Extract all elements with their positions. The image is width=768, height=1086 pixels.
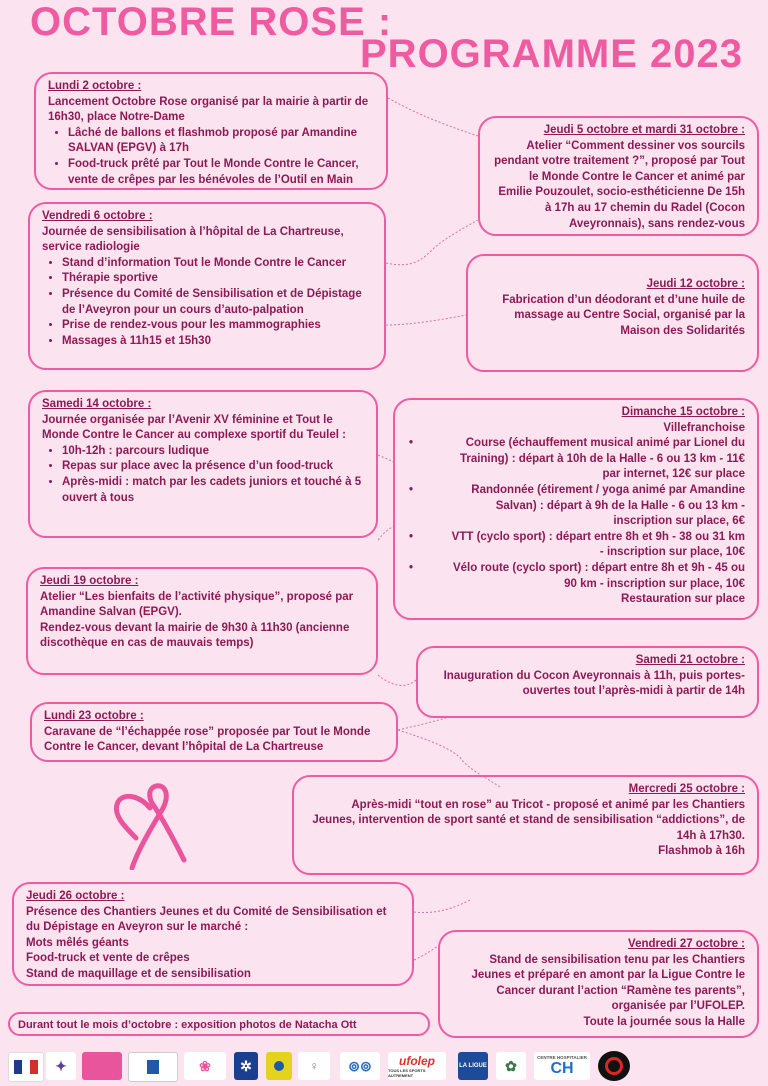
list-item: • Massages à 11h15 et 15h30: [62, 334, 372, 350]
event-date: Lundi 2 octobre :: [48, 80, 142, 92]
list-item: • Repas sur place avec la présence d’un food-truck: [62, 459, 364, 475]
list-item: • Thérapie sportive: [62, 271, 372, 287]
event-date: Dimanche 15 octobre :: [621, 406, 745, 418]
event-text: Inauguration du Cocon Aveyronnais à 11h, puis portes-ouvertes tout l’après-midi à partir de 14h: [443, 669, 745, 698]
pink-ribbon-icon: [110, 780, 190, 870]
event-mercredi-25: [292, 775, 759, 875]
event-line: Mots mêlés géants: [26, 936, 129, 949]
event-jeudi-12: [466, 254, 759, 372]
event-jeudi-5: [478, 116, 759, 236]
event-text: Fabrication d’un déodorant et d’une huile de massage au Centre Social, organisé par la Maison des Solidarités: [502, 293, 745, 337]
logo-partner-2: ✦: [46, 1052, 76, 1080]
logo-cyclo: ⊚⊚: [340, 1052, 380, 1080]
event-date: Mercredi 25 octobre :: [628, 783, 745, 795]
list-item: • Présence du Comité de Sensibilisation et de Dépistage de l’Aveyron pour un cours d’auto-palpation: [62, 287, 372, 318]
list-item: • Course (échauffement musical animé par Lionel du Training) : départ à 10h de la Halle - 6 ou 13 km - 11€ par internet, 12€ sur place: [407, 436, 745, 483]
event-text: Caravane de “l’échappée rose” proposée par Tout le Monde Contre le Cancer, devant l’hôpital de La Chartreuse: [44, 725, 371, 754]
event-intro: Journée de sensibilisation à l’hôpital de La Chartreuse, service radiologie: [42, 225, 344, 254]
event-vendredi-6: [28, 202, 386, 370]
event-vendredi-27: [438, 930, 759, 1038]
logo-republique: [8, 1052, 44, 1082]
event-date: Jeudi 26 octobre :: [26, 890, 125, 902]
logo-partner-8: ♀: [298, 1052, 330, 1080]
event-date: Vendredi 6 octobre :: [42, 210, 153, 222]
list-item: • Vélo route (cyclo sport) : départ entre 8h et 9h - 45 ou 90 km - inscription sur place, 10€: [407, 561, 745, 592]
event-lundi-2: [34, 72, 388, 190]
list-item: • Prise de rendez-vous pour les mammographies: [62, 318, 372, 334]
list-item: • Lâché de ballons et flashmob proposé par Amandine SALVAN (EPGV) à 17h: [68, 126, 374, 157]
event-list: [48, 126, 374, 188]
event-line: Toute la journée sous la Halle: [583, 1015, 745, 1028]
logo-partner-4: [128, 1052, 178, 1082]
logo-partner-14: [598, 1051, 630, 1081]
list-item: • Food-truck prêté par Tout le Monde Contre le Cancer, vente de crêpes par les bénévoles de l’Outil en Main: [68, 157, 374, 188]
list-item: • 10h-12h : parcours ludique: [62, 444, 364, 460]
list-item: • Stand d’information Tout le Monde Contre le Cancer: [62, 256, 372, 272]
logo-partner-3: [82, 1052, 122, 1080]
event-text: Atelier “Comment dessiner vos sourcils pendant votre traitement ?”, proposé par Tout le Monde Contre le Cancer et animé par Emilie Pouzoulet, socio-esthéticienne De 15h à 17h au 17 chemin du Radel (Cocon Aveyronnais), sans rendez-vous: [494, 139, 745, 230]
event-jeudi-26: [12, 882, 414, 986]
event-line: Rendez-vous devant la mairie de 9h30 à 11h30 (ancienne discothèque en cas de mauvais temps): [40, 621, 350, 650]
event-line: Flashmob à 16h: [658, 845, 745, 858]
event-intro: Lancement Octobre Rose organisé par la mairie à partir de 16h30, place Notre-Dame: [48, 95, 369, 124]
event-outro: Restauration sur place: [621, 593, 745, 606]
event-date: Jeudi 19 octobre :: [40, 575, 139, 587]
ch-mark: CH: [550, 1059, 574, 1077]
event-dimanche-15: [393, 398, 759, 620]
partner-logos: [0, 1044, 768, 1086]
event-jeudi-19: [26, 567, 378, 675]
event-date: Jeudi 12 octobre :: [646, 278, 745, 290]
event-line: Après-midi “tout en rose” au Tricot - proposé et animé par les Chantiers Jeunes, intervention de sport santé et stand de sensibilisation “addictions”, de 14h à 17h30.: [312, 798, 745, 842]
event-lundi-23: [30, 702, 398, 762]
footer-note: Durant tout le mois d’octobre : exposition photos de Natacha Ott: [8, 1012, 430, 1036]
title-line-1: OCTOBRE ROSE :: [30, 0, 393, 44]
logo-partner-12: ✿: [496, 1052, 526, 1080]
event-list: [42, 256, 372, 350]
event-date: Lundi 23 octobre :: [44, 710, 144, 722]
ufolep-tagline: TOUS LES SPORTS AUTREMENT: [388, 1068, 426, 1078]
event-line: Présence des Chantiers Jeunes et du Comité de Sensibilisation et du Dépistage en Aveyron sur le marché :: [26, 905, 387, 934]
title-line-2: PROGRAMME 2023: [360, 32, 743, 76]
logo-centre-hospitalier: [534, 1052, 590, 1080]
logo-ufolep: [388, 1052, 446, 1080]
logo-partner-6: ✲: [234, 1052, 258, 1080]
list-item: • Randonnée (étirement / yoga animé par Amandine Salvan) : départ à 9h de la Halle - 6 ou 13 km - inscription sur place, 6€: [407, 483, 745, 530]
event-date: Samedi 21 octobre :: [635, 654, 745, 666]
event-list: [407, 436, 745, 592]
event-samedi-21: [416, 646, 759, 718]
event-line: Atelier “Les bienfaits de l’activité physique”, proposé par Amandine Salvan (EPGV).: [40, 590, 354, 619]
list-item: • VTT (cyclo sport) : départ entre 8h et 9h - 38 ou 31 km - inscription sur place, 10€: [407, 530, 745, 561]
event-date: Samedi 14 octobre :: [42, 398, 152, 410]
logo-comite-sensibilisation: ❀: [184, 1052, 226, 1080]
logo-ligue: LA LIGUE: [458, 1052, 488, 1080]
event-line: Stand de sensibilisation tenu par les Chantiers Jeunes et préparé en amont par la Ligue Contre le Cancer durant l’action “Ramène tes parents”, organisée par l’UFOLEP.: [471, 953, 745, 1013]
event-intro: Journée organisée par l’Avenir XV féminine et Tout le Monde Contre le Cancer au complexe sportif du Teulel :: [42, 413, 346, 442]
event-date: Jeudi 5 octobre et mardi 31 octobre :: [543, 124, 745, 136]
event-intro: Villefranchoise: [663, 421, 745, 434]
event-list: [42, 444, 364, 506]
logo-partner-7: [266, 1052, 292, 1080]
event-line: Food-truck et vente de crêpes: [26, 952, 190, 965]
ufolep-name: ufolep: [399, 1054, 435, 1068]
event-line: Stand de maquillage et de sensibilisation: [26, 967, 251, 980]
list-item: • Après-midi : match par les cadets juniors et touché à 5 ouvert à tous: [62, 475, 364, 506]
event-date: Vendredi 27 octobre :: [628, 938, 745, 950]
ch-label: CENTRE HOSPITALIER: [537, 1054, 587, 1060]
event-samedi-14: [28, 390, 378, 538]
